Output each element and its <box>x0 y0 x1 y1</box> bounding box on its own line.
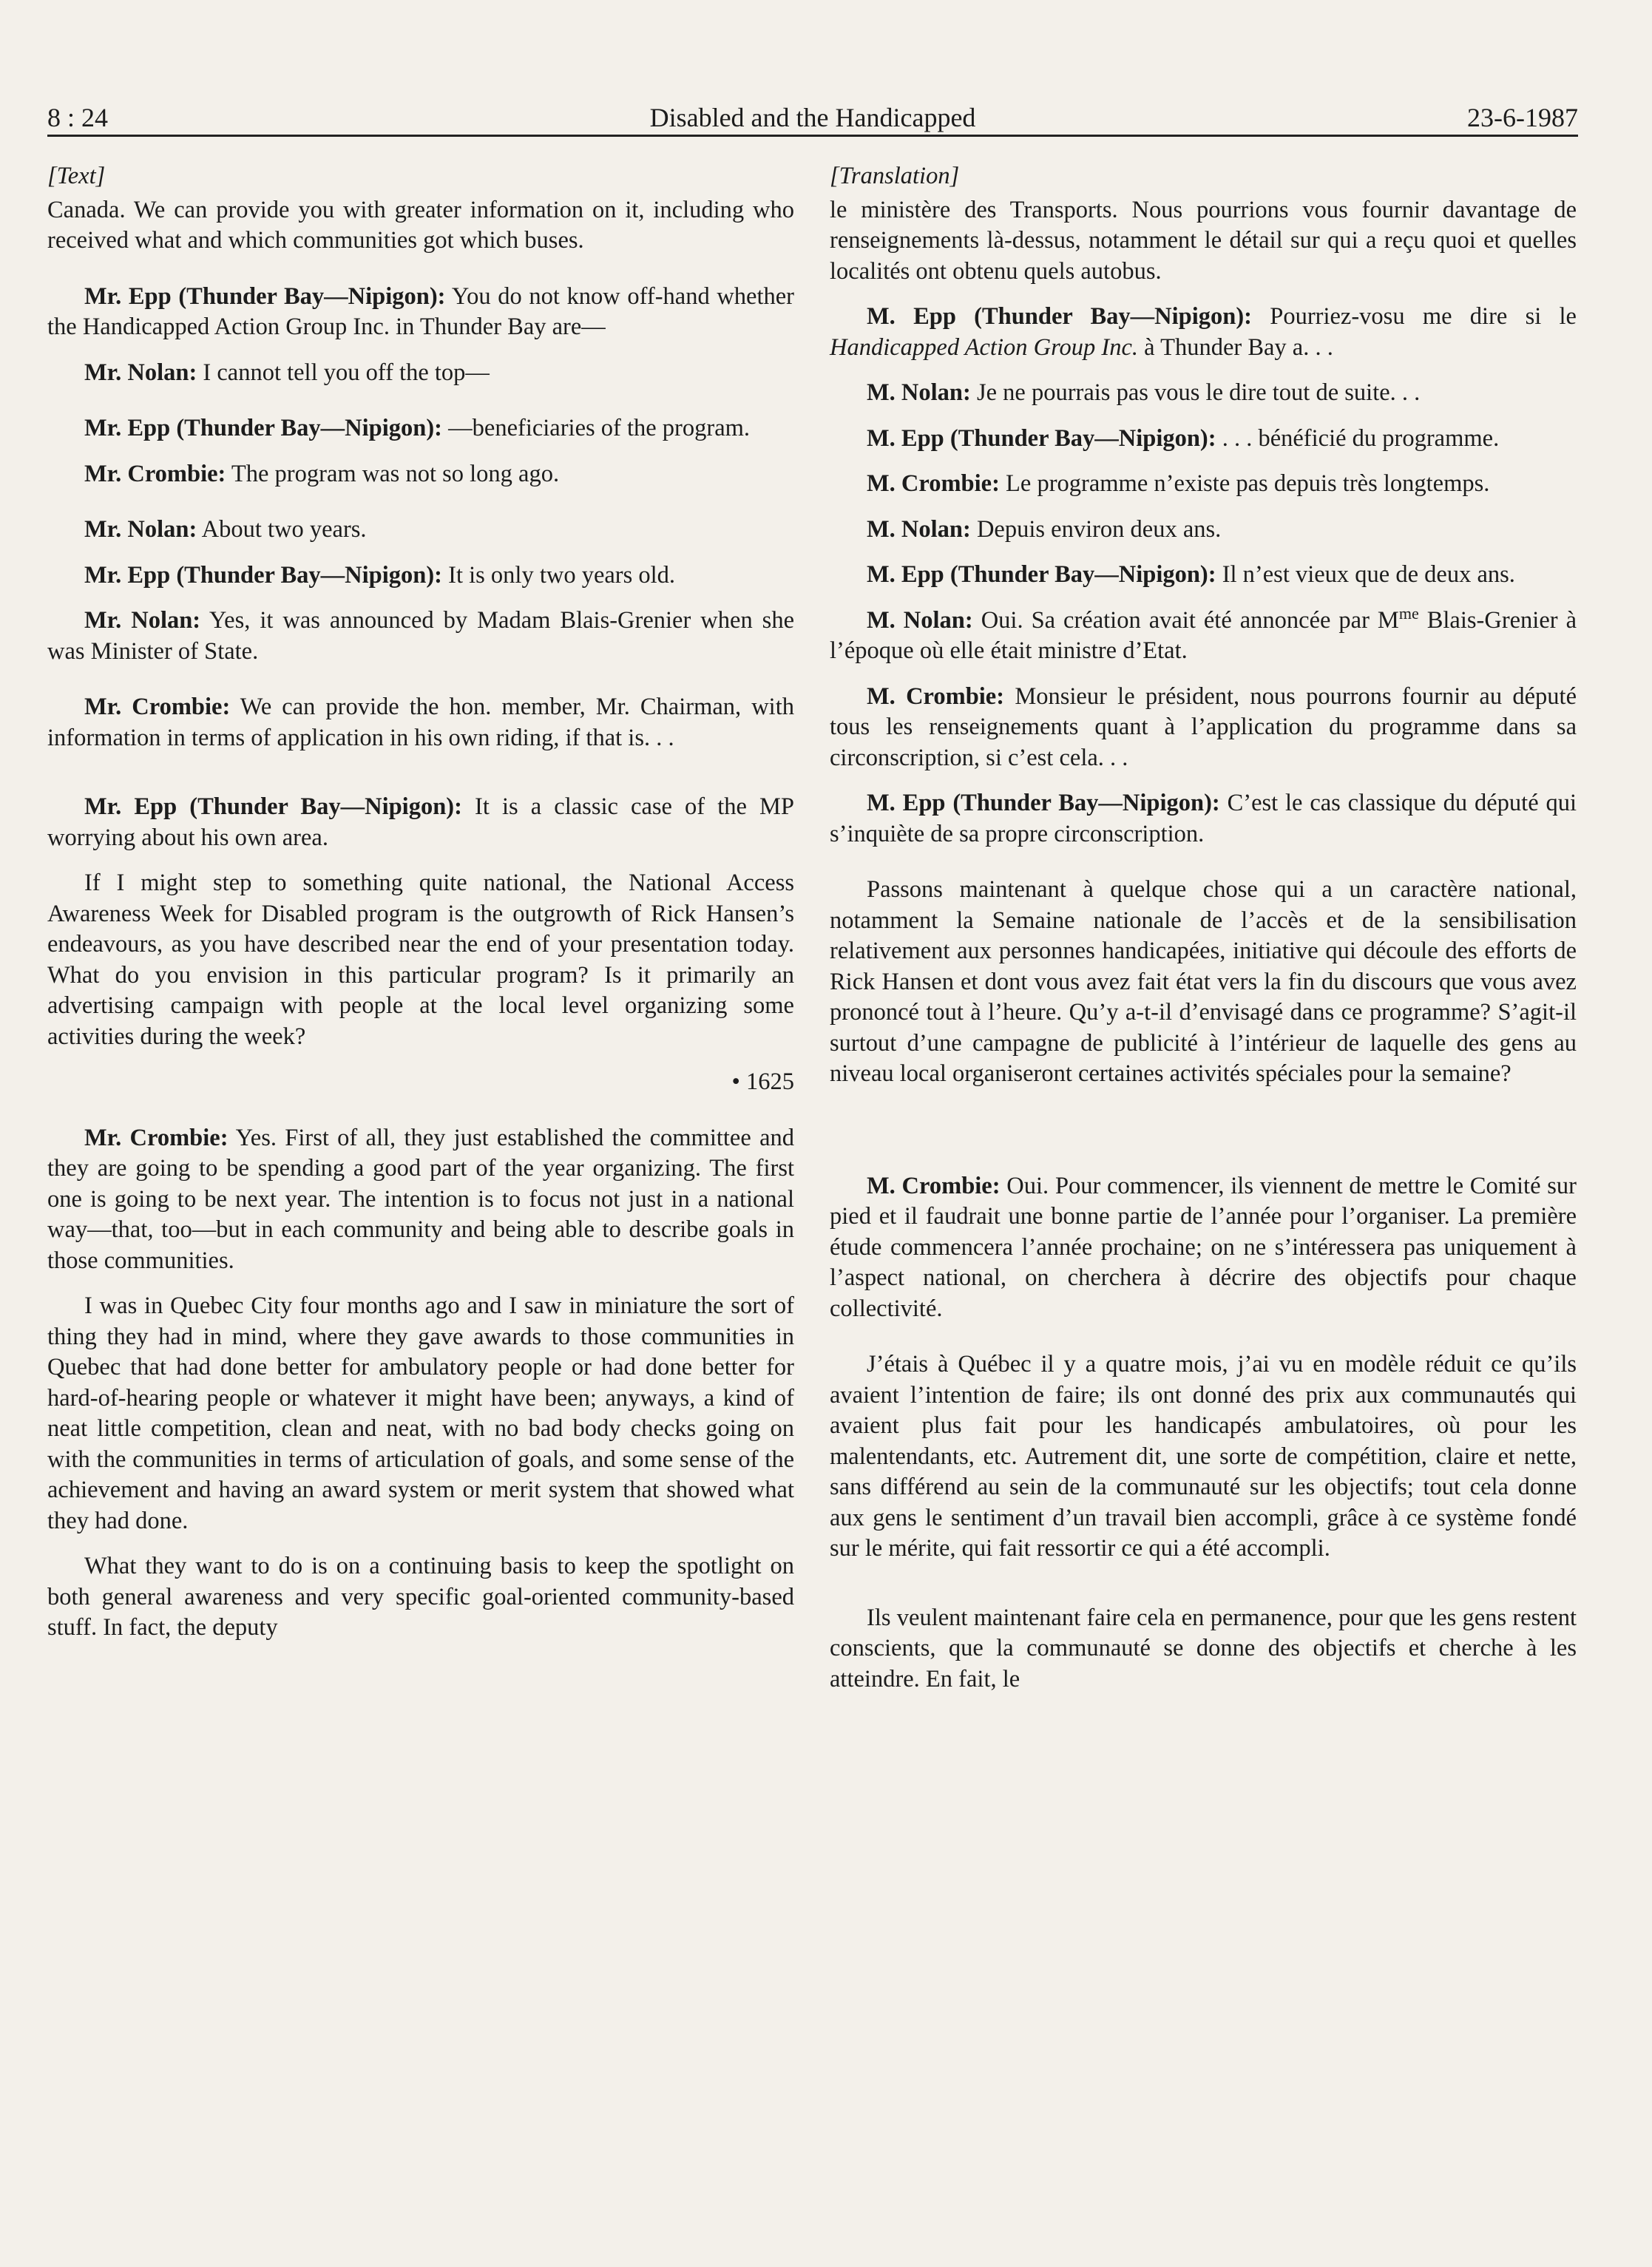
speech-text: I cannot tell you off the top— <box>197 359 490 386</box>
speech-text: Oui. Sa création avait été annoncée par M <box>972 606 1399 634</box>
column-label: [Text] <box>47 163 106 189</box>
speaker: Mr. Crombie: <box>84 694 231 720</box>
speech-text: Yes. First of all, they just established the committee and they are going to be spending a good part of the year organizing. The first one is going to be next year. The intention is to focus not just in a national way—that, too—but in each community and being able to describe goals in those communities. <box>47 1124 794 1274</box>
speech-text: It is a classic case of the MP worrying about his own area. <box>47 793 794 851</box>
paragraph: Canada. We can provide you with greater information on it, including who received what and which communities got which buses. <box>47 196 794 254</box>
speech <box>47 692 794 753</box>
speech-text-italic: Handicapped Action Group Inc. <box>830 333 1139 361</box>
speaker: Mr. Epp (Thunder Bay—Nipigon): <box>84 561 443 589</box>
speech <box>830 682 1577 774</box>
speech-text: You do not know off-hand whether the Handicapped Action Group Inc. in Thunder Bay are— <box>47 282 794 340</box>
speech <box>47 515 794 546</box>
speaker: Mr. Nolan: <box>84 607 201 634</box>
speech-text: C’est le cas classique du député qui s’inquiète de sa propre circonscription. <box>830 790 1577 847</box>
speech-text: Yes, it was announced by Madam Blais-Grenier when she was Minister of State. <box>47 607 795 665</box>
speech <box>830 302 1577 363</box>
speaker: M. Crombie: <box>867 682 1005 710</box>
speech <box>47 560 794 592</box>
speech-text: We can provide the hon. member, Mr. Chairman, with information in terms of application in his own riding, if that is. . . <box>47 694 794 751</box>
speech <box>830 788 1577 850</box>
english-column <box>47 161 794 1658</box>
speech <box>47 1123 794 1277</box>
paragraph: le ministère des Transports. Nous pourrions vous fournir davantage de renseignements là-dessus, notamment le détail sur qui a reçu quoi et quelles localités ont obtenu quels autobus. <box>830 196 1577 285</box>
speech-text: à Thunder Bay a. . . <box>1138 333 1333 361</box>
speaker: M. Nolan: <box>867 606 973 634</box>
speech-text: Je ne pourrais pas vous le dire tout de suite. . . <box>970 379 1421 406</box>
speech <box>830 603 1577 667</box>
speech <box>830 424 1577 455</box>
speaker: Mr. Crombie: <box>84 460 226 487</box>
speech-text: . . . bénéficié du programme. <box>1216 424 1500 452</box>
paragraph: What they want to do is on a continuing basis to keep the spotlight on both general awareness and very specific goal-oriented community-based stuff. In fact, the deputy <box>47 1553 794 1641</box>
page-date: 23-6-1987 <box>1467 103 1578 132</box>
speech <box>47 282 794 343</box>
speech-text: Oui. Pour commencer, ils viennent de mettre le Comité sur pied et il faudrait une bonne partie de l’année pour l’organiser. La première étude commencera l’année prochaine; on ne s’intéressera pas uniquement à l’aspect national, on cherchera à décrire des objectifs pour chaque collectivité. <box>830 1172 1577 1322</box>
speech-text: About two years. <box>197 516 367 543</box>
speech-text: Blais-Grenier à l’époque où elle était ministre d’Etat. <box>830 606 1577 664</box>
speech <box>830 378 1577 409</box>
column-label: [Translation] <box>830 163 960 189</box>
speech <box>47 459 794 490</box>
speech <box>47 413 794 444</box>
speech <box>830 560 1577 591</box>
speech <box>47 792 794 853</box>
speaker: Mr. Nolan: <box>84 359 197 386</box>
paragraph: If I might step to something quite national, the National Access Awareness Week for Disabled program is the outgrowth of Rick Hansen’s endeavours, as you have described near the end of your presentation today. What do you envision in this particular program? Is it primarily an advertising campaign with people at the local level organizing some activities during the week? <box>47 870 794 1050</box>
speech-text: Il n’est vieux que de deux ans. <box>1216 561 1515 588</box>
speaker: Mr. Epp (Thunder Bay—Nipigon): <box>84 282 446 310</box>
speaker: M. Epp (Thunder Bay—Nipigon): <box>867 424 1216 452</box>
speaker: Mr. Nolan: <box>84 516 197 543</box>
speaker: M. Nolan: <box>867 515 971 543</box>
speaker: M. Crombie: <box>867 1172 1001 1199</box>
speech-text: The program was not so long ago. <box>226 460 560 487</box>
speaker: Mr. Epp (Thunder Bay—Nipigon): <box>84 793 462 820</box>
french-column <box>830 161 1577 1709</box>
speaker: M. Epp (Thunder Bay—Nipigon): <box>867 561 1216 588</box>
page-header <box>47 101 1578 137</box>
speaker: M. Epp (Thunder Bay—Nipigon): <box>867 303 1252 330</box>
speaker: Mr. Epp (Thunder Bay—Nipigon): <box>84 415 443 441</box>
speaker: M. Crombie: <box>867 470 1000 497</box>
paragraph: I was in Quebec City four months ago and I saw in miniature the sort of thing they had in mind, where they gave awards to those communities in Quebec that had done better for ambulatory people or had done better for hard-of-hearing people or whatever it might have been; anyways, a kind of neat little competition, clean and neat, with no bad body checks going on with the communities in terms of articulation of goals, and some sense of the achievement and having an award system or merit system that showed what they had done. <box>47 1292 794 1534</box>
speech <box>830 515 1577 546</box>
paragraph: J’étais à Québec il y a quatre mois, j’ai vu en modèle réduit ce qu’ils avaient l’intention de faire; ils ont donné des prix aux communautés qui avaient plus fait pour les handicapés ambulatoires, où pour les malentendants, etc. Autrement dit, une sorte de compétition, claire et nette, sans différend au sein de la communauté sur les objectifs; tout cela donne aux gens le sentiment d’un travail bien accompli, grâce à ce système fondé sur le mérite, qui fait ressortir ce qui a été accompli. <box>830 1351 1577 1562</box>
speaker: M. Epp (Thunder Bay—Nipigon): <box>867 790 1220 816</box>
speaker: M. Nolan: <box>867 379 971 406</box>
speech <box>830 1171 1577 1325</box>
speech-text: Pourriez-vosu me dire si le <box>1251 303 1577 330</box>
superscript: me <box>1398 603 1419 623</box>
speech-text: Monsieur le président, nous pourrons fournir au député tous les renseignements quant à l’application du programme dans sa circonscription, si c’est cela. . . <box>830 682 1577 771</box>
page-title: Disabled and the Handicapped <box>649 103 976 132</box>
paragraph: Passons maintenant à quelque chose qui a un caractère national, notamment la Semaine nationale de l’accès et de la sensibilisation relativement aux personnes handicapées, initiative qui découle des efforts de Rick Hansen et dont vous avez fait état vers la fin du discours que vous avez prononcé tout à l’heure. Qu’y a-t-il d’envisagé dans ce programme? S’agit-il surtout d’une campagne de publicité à l’intérieur de laquelle des gens au niveau local organiseront certaines activités spéciales pour la semaine? <box>830 876 1577 1087</box>
speaker: Mr. Crombie: <box>84 1124 228 1151</box>
page-number: 8 : 24 <box>47 103 109 132</box>
speech <box>47 358 794 389</box>
speech-text: Le programme n’existe pas depuis très longtemps. <box>999 470 1490 497</box>
speech-text: It is only two years old. <box>442 561 676 589</box>
paragraph: Ils veulent maintenant faire cela en permanence, pour que les gens restent conscients, que la communauté se donne des objectifs et cherche à les atteindre. En fait, le <box>830 1604 1577 1692</box>
speech <box>47 606 794 667</box>
speech-text: Depuis environ deux ans. <box>970 515 1222 543</box>
timestamp: • 1625 <box>731 1068 794 1095</box>
speech <box>830 469 1577 500</box>
speech-text: —beneficiaries of the program. <box>442 415 751 441</box>
